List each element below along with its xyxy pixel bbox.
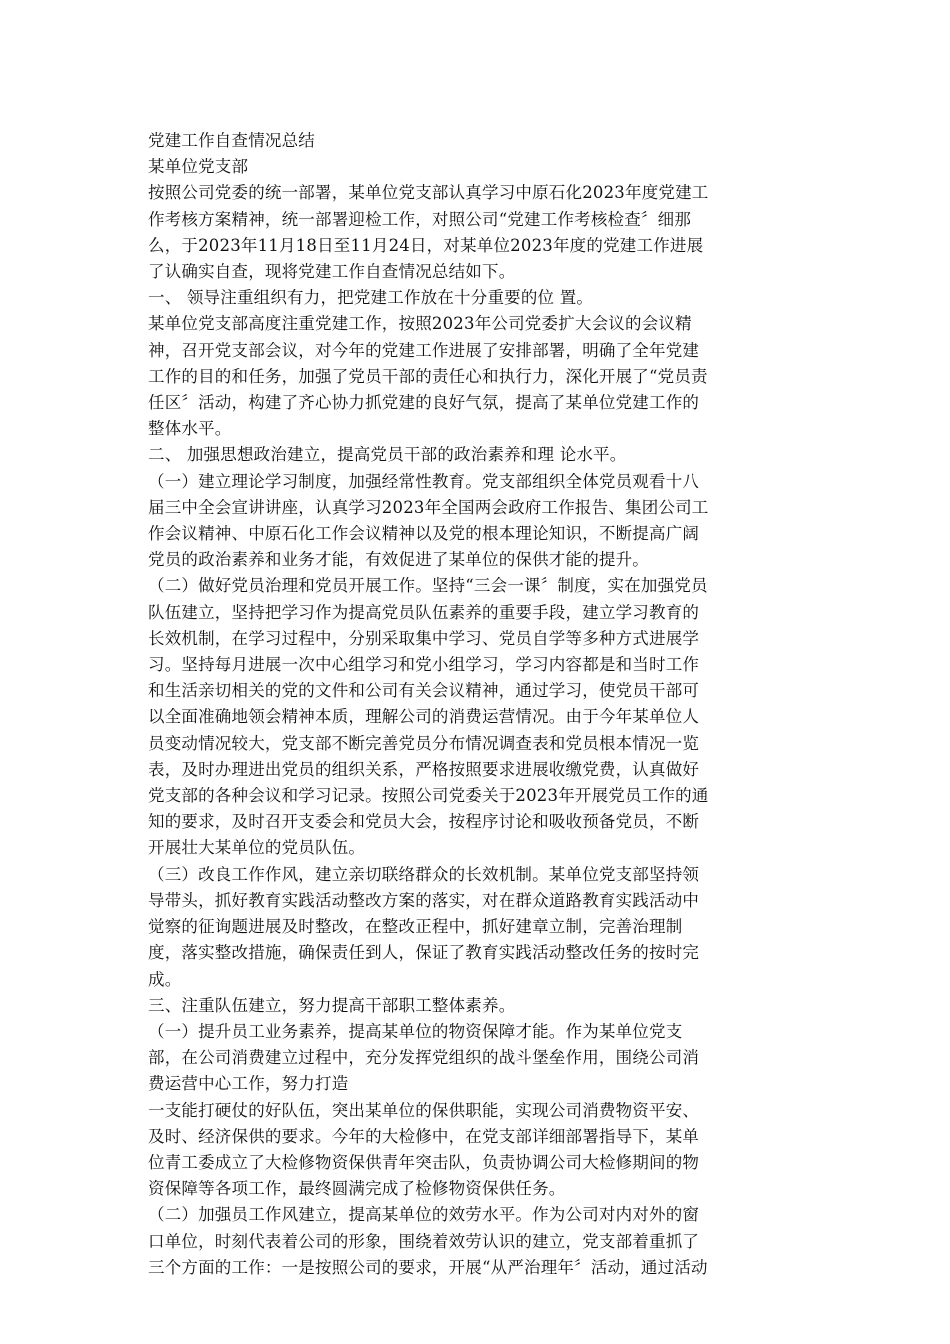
text-line: 二、 加强思想政治建立，提高党员干部的政治素养和理 论水平。 (148, 445, 627, 465)
text-line: 知的要求，及时召开支委会和党员大会，按程序讨论和吸收预备党员，不断 (148, 812, 700, 832)
text-line: 费运营中心工作，努力打造 (148, 1074, 349, 1094)
text-line: 三、注重队伍建立，努力提高干部职工整体素养。 (148, 995, 516, 1015)
text-line: 党员的政治素养和业务才能，有效促进了某单位的保供才能的提升。 (148, 550, 649, 570)
text-line: 及时、经济保供的要求。今年的大检修中，在党支部详细部署指导下，某单 (148, 1126, 700, 1146)
text-line: 某单位党支部高度注重党建工作，按照2023年公司党委扩大会议的会议精 (148, 314, 692, 334)
text-line: 么，于2023年11月18日至11月24日，对某单位2023年度的党建工作进展 (148, 235, 704, 255)
text-line: 度，落实整改措施，确保责任到人，保证了教育实践活动整改任务的按时完 (148, 943, 700, 963)
text-line: 开展壮大某单位的党员队伍。 (148, 838, 366, 858)
text-line: 工作的目的和任务，加强了党员干部的责任心和执行力，深化开展了“党员责 (148, 366, 708, 386)
text-line: 按照公司党委的统一部署，某单位党支部认真学习中原石化2023年度党建工 (148, 183, 709, 203)
text-line: 一支能打硬仗的好队伍，突出某单位的保供职能，实现公司消费物资平安、 (148, 1100, 700, 1120)
text-line: （三）改良工作作风，建立亲切联络群众的长效机制。某单位党支部坚持领 (148, 864, 700, 884)
text-line: 任区〞活动，构建了齐心协力抓党建的良好气氛，提高了某单位党建工作的 (148, 393, 700, 413)
text-line: 资保障等各项工作，最终圆满完成了检修物资保供任务。 (148, 1179, 566, 1199)
text-line: 成。 (148, 969, 182, 989)
text-line: 觉察的征询题进展及时整改，在整改正程中，抓好建章立制，完善治理制 (148, 917, 683, 937)
text-line: 员变动情况较大，党支部不断完善党员分布情况调查表和党员根本情况一览 (148, 733, 700, 753)
text-line: 以全面准确地领会精神本质，理解公司的消费运营情况。由于今年某单位人 (148, 707, 700, 727)
text-line: 导带头，抓好教育实践活动整改方案的落实，对在群众道路教育实践活动中 (148, 890, 700, 910)
document-page (148, 128, 800, 1281)
text-line: 作会议精神、中原石化工作会议精神以及党的根本理论知识，不断提高广阔 (148, 524, 700, 544)
text-line: 长效机制，在学习过程中，分别采取集中学习、党员自学等多种方式进展学 (148, 628, 700, 648)
text-line: 党支部的各种会议和学习记录。按照公司党委关于2023年开展党员工作的通 (148, 786, 709, 806)
text-line: 和生活亲切相关的党的文件和公司有关会议精神，通过学习，使党员干部可 (148, 681, 700, 701)
text-line: 习。坚持每月进展一次中心组学习和党小组学习，学习内容都是和当时工作 (148, 655, 700, 675)
text-line: 届三中全会宣讲讲座，认真学习2023年全国两会政府工作报告、集团公司工 (148, 497, 709, 517)
text-line: （一）建立理论学习制度，加强经常性教育。党支部组织全体党员观看十八 (148, 471, 700, 491)
text-line: 作考核方案精神，统一部署迎检工作，对照公司“党建工作考核检查〞细那 (148, 209, 692, 229)
text-line: 整体水平。 (148, 419, 232, 439)
text-line: 口单位，时刻代表着公司的形象，围绕着效劳认识的建立，党支部着重抓了 (148, 1231, 700, 1251)
text-line: 部，在公司消费建立过程中，充分发挥党组织的战斗堡垒作用，围绕公司消 (148, 1048, 700, 1068)
text-line: 神，召开党支部会议，对今年的党建工作进展了安排部署，明确了全年党建 (148, 340, 700, 360)
text-line: （二）做好党员治理和党员开展工作。坚持“三会一课〞制度，实在加强党员 (148, 576, 708, 596)
text-line: 三个方面的工作：一是按照公司的要求，开展“从严治理年〞活动，通过活动 (148, 1257, 708, 1277)
text-line: 一、 领导注重组织有力，把党建工作放在十分重要的位 置。 (148, 288, 594, 308)
text-line: 表，及时办理进出党员的组织关系，严格按照要求进展收缴党费，认真做好 (148, 759, 700, 779)
organization-name: 某单位党支部 (148, 157, 249, 177)
document-title: 党建工作自查情况总结 (148, 131, 315, 150)
text-line: 位青工委成立了大检修物资保供青年突击队，负责协调公司大检修期间的物 (148, 1152, 700, 1172)
text-line: 队伍建立，坚持把学习作为提高党员队伍素养的重要手段，建立学习教育的 (148, 602, 700, 622)
document-body (148, 180, 800, 1281)
text-line: 了认确实自查，现将党建工作自查情况总结如下。 (148, 262, 516, 282)
text-line: （一）提升员工业务素养，提高某单位的物资保障才能。作为某单位党支 (148, 1021, 683, 1041)
text-line: （二）加强员工作风建立，提高某单位的效劳水平。作为公司对内对外的窗 (148, 1205, 700, 1225)
